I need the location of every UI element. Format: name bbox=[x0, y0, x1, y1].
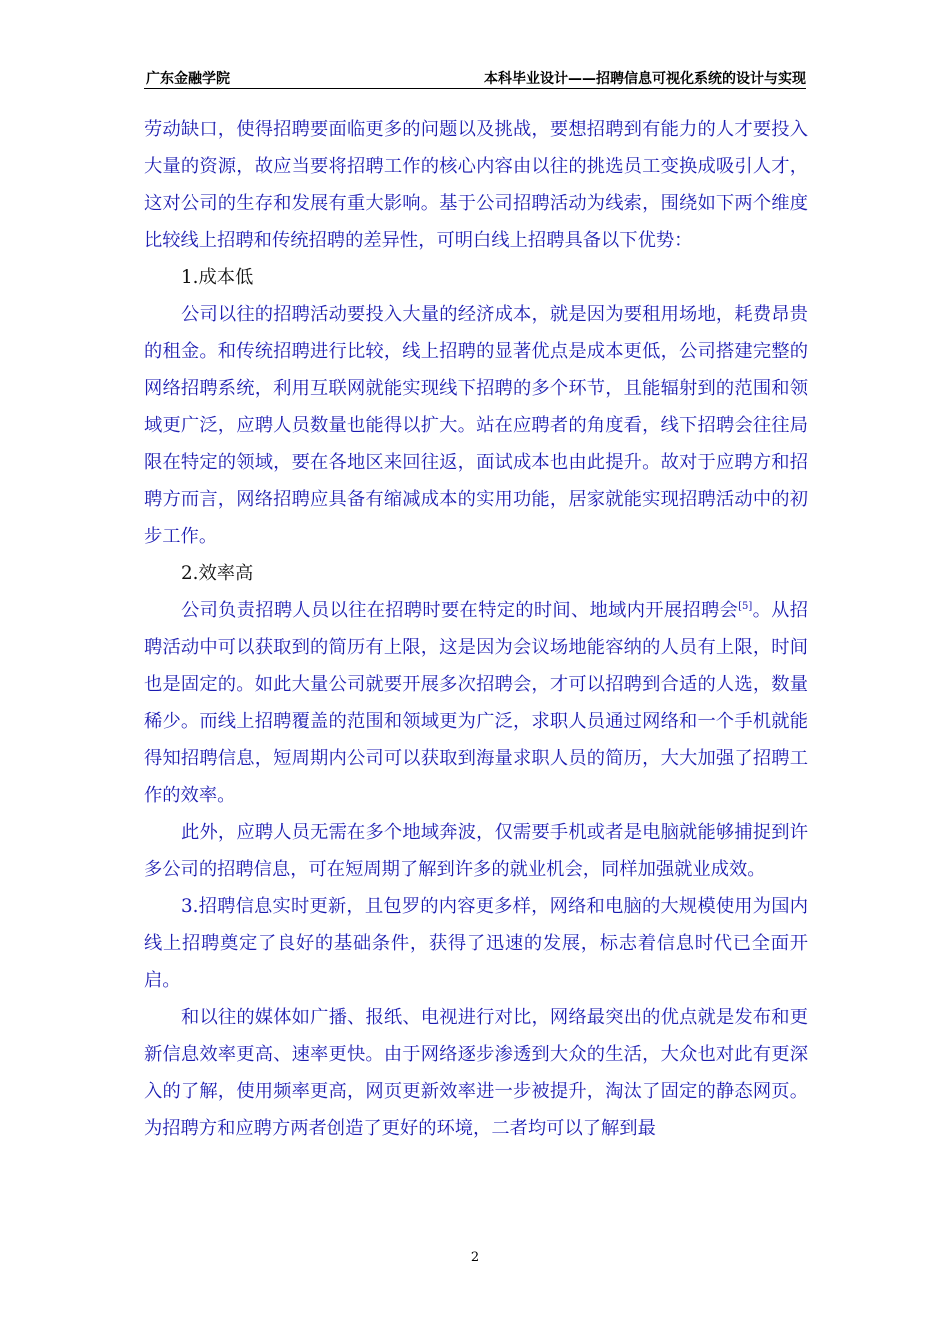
section-heading-high-efficiency: 2.效率高 bbox=[181, 563, 254, 584]
header-thesis-title: 本科毕业设计——招聘信息可视化系统的设计与实现 bbox=[484, 71, 806, 87]
paragraph-media-comparison: 和以往的媒体如广播、报纸、电视进行对比，网络最突出的优点就是发布和更新信息效率更高、速率更快。由于网络逐步渗透到大众的生活，大众也对此有更深入的了解，使用频率更高，网页更新效率进一步被提升，淘汰了固定的静态网页。为招聘方和应聘方两者创造了更好的环境，二者均可以了解到最 bbox=[144, 1007, 808, 1139]
body-text bbox=[144, 111, 808, 1147]
page-header bbox=[144, 66, 806, 89]
citation-reference: [5] bbox=[738, 601, 753, 612]
page-number: 2 bbox=[470, 1250, 480, 1265]
paragraph-text-before-citation: 公司负责招聘人员以往在招聘时要在特定的时间、地域内开展招聘会 bbox=[181, 600, 739, 621]
paragraph-high-efficiency bbox=[144, 592, 808, 814]
header-institution: 广东金融学院 bbox=[146, 71, 230, 87]
paragraph-continuation: 劳动缺口，使得招聘要面临更多的问题以及挑战，要想招聘到有能力的人才要投入大量的资源，故应当要将招聘工作的核心内容由以往的挑选员工变换成吸引人才，这对公司的生存和发展有重大影响。基于公司招聘活动为线索，围绕如下两个维度比较线上招聘和传统招聘的差异性，可明白线上招聘具备以下优势： bbox=[144, 119, 808, 251]
paragraph-realtime-updates: 3.招聘信息实时更新，且包罗的内容更多样，网络和电脑的大规模使用为国内线上招聘奠定了良好的基础条件，获得了迅速的发展，标志着信息时代已全面开启。 bbox=[144, 896, 808, 991]
section-heading-low-cost: 1.成本低 bbox=[181, 267, 254, 288]
paragraph-text-after-citation: 。从招聘活动中可以获取到的简历有上限，这是因为会议场地能容纳的人员有上限，时间也是固定的。如此大量公司就要开展多次招聘会，才可以招聘到合适的人选，数量稀少。而线上招聘覆盖的范围和领域更为广泛，求职人员通过网络和一个手机就能得知招聘信息，短周期内公司可以获取到海量求职人员的简历，大大加强了招聘工作的效率。 bbox=[144, 600, 809, 806]
paragraph-job-seekers: 此外，应聘人员无需在多个地域奔波，仅需要手机或者是电脑就能够捕捉到许多公司的招聘信息，可在短周期了解到许多的就业机会，同样加强就业成效。 bbox=[144, 822, 808, 880]
paragraph-low-cost: 公司以往的招聘活动要投入大量的经济成本，就是因为要租用场地，耗费昂贵的租金。和传统招聘进行比较，线上招聘的显著优点是成本更低，公司搭建完整的网络招聘系统，利用互联网就能实现线下招聘的多个环节，且能辐射到的范围和领域更广泛，应聘人员数量也能得以扩大。站在应聘者的角度看，线下招聘会往往局限在特定的领域，要在各地区来回往返，面试成本也由此提升。故对于应聘方和招聘方而言，网络招聘应具备有缩减成本的实用功能，居家就能实现招聘活动中的初步工作。 bbox=[144, 304, 808, 547]
